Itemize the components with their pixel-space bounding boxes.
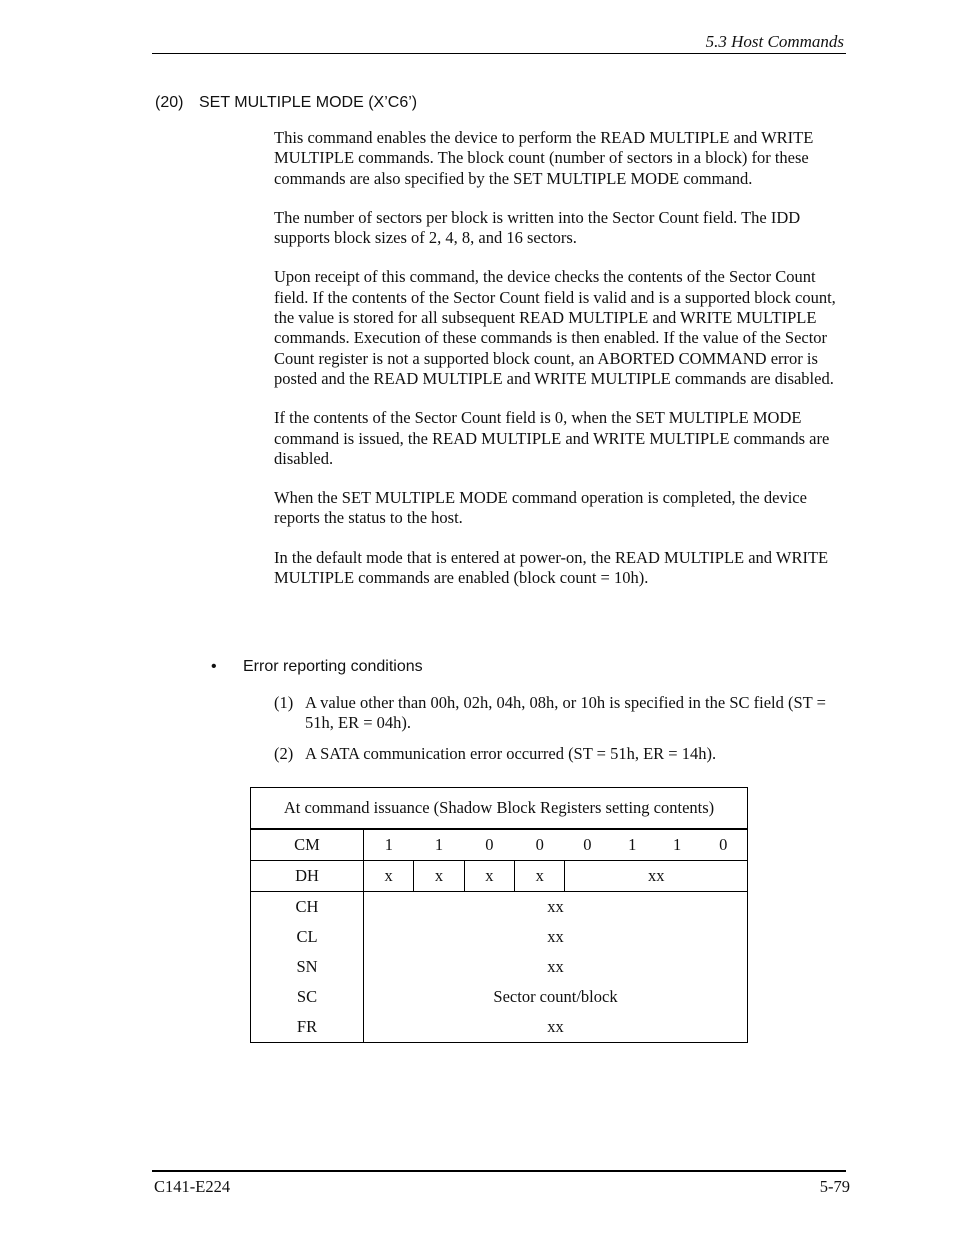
bit-cell: 1 — [364, 829, 414, 861]
register-value: xx — [364, 1012, 748, 1043]
list-item — [274, 744, 834, 764]
condition-list — [274, 693, 834, 774]
register-label: DH — [251, 861, 364, 892]
list-item — [274, 693, 834, 734]
register-label: CL — [251, 922, 364, 952]
register-value: xx — [364, 892, 748, 923]
register-label: FR — [251, 1012, 364, 1043]
bit-cell: 0 — [515, 829, 565, 861]
table-row — [251, 1012, 748, 1043]
table-row — [251, 982, 748, 1012]
bit-cell: x — [414, 861, 464, 892]
paragraph: The number of sectors per block is written into the Sector Count field. The IDD supports block sizes of 2, 4, 8, and 16 sectors. — [274, 207, 801, 248]
bullet-text: Error reporting conditions — [243, 658, 423, 675]
body-paragraphs — [274, 128, 846, 607]
running-header: 5.3 Host Commands — [705, 32, 844, 51]
register-label: CH — [251, 892, 364, 923]
table-caption: At command issuance (Shadow Block Registers setting contents) — [251, 788, 748, 830]
section-heading — [155, 94, 417, 112]
bullet-icon: • — [211, 658, 217, 675]
document-id: C141-E224 — [154, 1177, 231, 1196]
bit-cell: x — [515, 861, 565, 892]
register-label: SC — [251, 982, 364, 1012]
bullet-item — [211, 658, 423, 676]
table-row — [251, 829, 748, 861]
paragraph: In the default mode that is entered at power-on, the READ MULTIPLE and WRITE MULTIPLE commands are enabled (block count = 10h). — [274, 547, 829, 588]
table-row — [251, 952, 748, 982]
table-row — [251, 861, 748, 892]
paragraph: If the contents of the Sector Count field is 0, when the SET MULTIPLE MODE command is issued, the READ MULTIPLE and WRITE MULTIPLE commands are disabled. — [274, 408, 830, 468]
bit-cell: x — [464, 861, 514, 892]
list-item-text: A SATA communication error occurred (ST = 51h, ER = 14h). — [305, 743, 717, 763]
register-label: CM — [251, 829, 364, 861]
header-rule — [152, 53, 846, 54]
paragraph: Upon receipt of this command, the device checks the contents of the Sector Count field. If the contents of the Sector Count field is valid and is a supported block count, the value is stored for all subsequent READ MULTIPLE and WRITE MULTIPLE commands. Execution of these commands is then enabled. If the value of the Sector Count register is not a supported block count, an ABORTED COMMAND error is posted and the READ MULTIPLE and WRITE MULTIPLE commands are disabled. — [274, 267, 836, 388]
register-label: SN — [251, 952, 364, 982]
bit-cell: xx — [565, 861, 748, 892]
register-value: xx — [364, 952, 748, 982]
bit-cell: 0 — [565, 829, 610, 861]
paragraph: This command enables the device to perform the READ MULTIPLE and WRITE MULTIPLE commands. The block count (number of sectors in a block) for these commands are also specified by the SET MULTIPLE MODE command. — [274, 128, 814, 188]
list-item-number: (2) — [274, 743, 294, 763]
list-item-text: A value other than 00h, 02h, 04h, 08h, or 10h is specified in the SC field (ST = 51h, ER = 04h). — [305, 693, 826, 733]
list-item-number: (1) — [274, 693, 294, 712]
table-caption-row — [251, 788, 748, 830]
footer-rule — [152, 1170, 846, 1172]
bit-cell: 0 — [464, 829, 514, 861]
table-row — [251, 892, 748, 923]
bit-cell: 1 — [655, 829, 700, 861]
register-table — [250, 787, 748, 1043]
bit-cell: x — [364, 861, 414, 892]
bit-cell: 1 — [414, 829, 464, 861]
page-number: 5-79 — [819, 1177, 850, 1196]
register-value: Sector count/block — [364, 982, 748, 1012]
bit-cell: 0 — [700, 829, 748, 861]
bit-cell: 1 — [610, 829, 655, 861]
table-row — [251, 922, 748, 952]
section-title: SET MULTIPLE MODE (X’C6’) — [199, 94, 418, 111]
register-value: xx — [364, 922, 748, 952]
paragraph: When the SET MULTIPLE MODE command operation is completed, the device reports the status to the host. — [274, 488, 807, 528]
section-number: (20) — [155, 94, 184, 111]
